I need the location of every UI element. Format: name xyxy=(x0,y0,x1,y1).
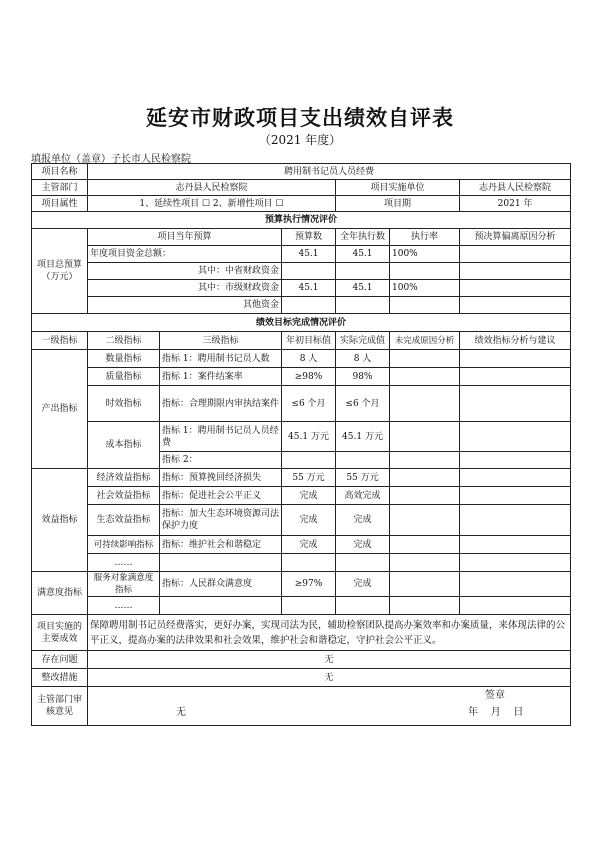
table-row xyxy=(32,554,571,572)
table-row xyxy=(32,180,571,196)
ellipsis-cell: …… xyxy=(88,597,160,615)
budget-row-label: 其中：市级财政资金 xyxy=(88,280,282,297)
indicator-reason xyxy=(390,350,460,368)
table-row xyxy=(32,615,571,651)
table-row xyxy=(32,469,571,487)
output-indicator-label: 产出指标 xyxy=(32,350,88,469)
budget-row-budget xyxy=(282,263,336,280)
indicator-actual: 完成 xyxy=(336,572,390,597)
outcome-text: 保障聘用制书记员经费落实，更好办案，实现司法为民，辅助检察团队提高办案效率和办案质量，来体现法律的公平正义，提高办案的法律效果和社会效果，维护社会和谐稳定，守护社会公平正义。 xyxy=(88,615,571,651)
indicator-l3 xyxy=(160,554,282,572)
budget-row-rate xyxy=(390,297,460,314)
table-row xyxy=(32,422,571,452)
indicator-l2: 服务对象满意度指标 xyxy=(88,572,160,597)
indicator-l2: 数量指标 xyxy=(88,350,160,368)
budget-row-rate: 100% xyxy=(390,280,460,297)
perf-col-advice: 绩效指标分析与建议 xyxy=(460,332,571,350)
indicator-advice xyxy=(460,386,571,422)
indicator-advice xyxy=(460,572,571,597)
indicator-target xyxy=(282,597,336,615)
indicator-advice xyxy=(460,536,571,554)
indicator-target xyxy=(282,554,336,572)
indicator-reason xyxy=(390,386,460,422)
indicator-l2: 可持续影响指标 xyxy=(88,536,160,554)
indicator-target: 45.1 万元 xyxy=(282,422,336,452)
dept-label: 主管部门 xyxy=(32,180,88,196)
indicator-target: ≤6 个月 xyxy=(282,386,336,422)
fix-value: 无 xyxy=(88,669,571,687)
indicator-actual xyxy=(336,597,390,615)
indicator-actual: 完成 xyxy=(336,536,390,554)
review-value: 无 xyxy=(176,707,186,718)
indicator-target: ≥97% xyxy=(282,572,336,597)
table-row xyxy=(32,505,571,536)
budget-row-budget: 45.1 xyxy=(282,246,336,263)
indicator-actual: ≤6 个月 xyxy=(336,386,390,422)
period-label: 项目期 xyxy=(336,196,460,212)
dept-value: 志丹县人民检察院 xyxy=(88,180,336,196)
budget-row-label: 年度项目资金总额： xyxy=(88,246,282,263)
indicator-reason xyxy=(390,572,460,597)
budget-col-annual: 项目当年预算 xyxy=(88,229,282,246)
budget-row-rate: 100% xyxy=(390,246,460,263)
indicator-reason xyxy=(390,422,460,452)
indicator-advice xyxy=(460,597,571,615)
table-row xyxy=(32,536,571,554)
table-row xyxy=(32,297,571,314)
table-row xyxy=(32,229,571,246)
indicator-target xyxy=(282,452,336,469)
table-row xyxy=(32,651,571,669)
sign-label: 签章 xyxy=(485,690,505,701)
indicator-target: 完成 xyxy=(282,487,336,505)
indicator-l3: 指标 1：聘用制书记员人数 xyxy=(160,350,282,368)
indicator-l3: 指标：促进社会公平正义 xyxy=(160,487,282,505)
page-title: 延安市财政项目支出绩效自评表 xyxy=(146,106,454,130)
perf-col-target: 年初目标值 xyxy=(282,332,336,350)
budget-row-dev xyxy=(460,263,571,280)
table-row xyxy=(32,386,571,422)
indicator-advice xyxy=(460,469,571,487)
table-row xyxy=(32,212,571,229)
reporting-unit: 填报单位（盖章）子长市人民检察院 xyxy=(31,154,191,165)
budget-row-exec: 45.1 xyxy=(336,246,390,263)
benefit-indicator-label: 效益指标 xyxy=(32,469,88,572)
table-row xyxy=(32,246,571,263)
project-name-label: 项目名称 xyxy=(32,164,88,180)
indicator-l2: 时效指标 xyxy=(88,386,160,422)
table-row xyxy=(32,350,571,368)
indicator-l2: 成本指标 xyxy=(88,422,160,469)
date-label: 年 月 日 xyxy=(468,707,524,718)
table-row xyxy=(32,487,571,505)
indicator-l2: 社会效益指标 xyxy=(88,487,160,505)
budget-col-exec: 全年执行数 xyxy=(336,229,390,246)
indicator-reason xyxy=(390,487,460,505)
indicator-reason xyxy=(390,597,460,615)
indicator-l3: 指标：合理期限内审执结案件 xyxy=(160,386,282,422)
table-row xyxy=(32,597,571,615)
attr-value: 1、延续性项目 ☐ 2、新增性项目 ☐ xyxy=(88,196,336,212)
indicator-advice xyxy=(460,452,571,469)
indicator-l3: 指标 2： xyxy=(160,452,282,469)
perf-col-l3: 三级指标 xyxy=(160,332,282,350)
indicator-l3: 指标 1：聘用制书记员人员经费 xyxy=(160,422,282,452)
budget-col-budget: 预算数 xyxy=(282,229,336,246)
indicator-l3: 指标：人民群众满意度 xyxy=(160,572,282,597)
indicator-actual: 8 人 xyxy=(336,350,390,368)
review-label: 主管部门审核意见 xyxy=(32,687,88,726)
budget-side-label: 项目总预算（万元） xyxy=(32,229,88,314)
indicator-target: ≥98% xyxy=(282,368,336,386)
indicator-reason xyxy=(390,554,460,572)
indicator-advice xyxy=(460,350,571,368)
perf-col-l1: 一级指标 xyxy=(32,332,88,350)
budget-row-dev xyxy=(460,280,571,297)
indicator-l3: 指标：维护社会和谐稳定 xyxy=(160,536,282,554)
indicator-l2: 经济效益指标 xyxy=(88,469,160,487)
budget-row-budget: 45.1 xyxy=(282,280,336,297)
budget-row-exec xyxy=(336,263,390,280)
indicator-reason xyxy=(390,368,460,386)
indicator-advice xyxy=(460,368,571,386)
budget-col-rate: 执行率 xyxy=(390,229,460,246)
indicator-reason xyxy=(390,505,460,536)
indicator-reason xyxy=(390,469,460,487)
indicator-actual: 完成 xyxy=(336,505,390,536)
budget-section-title: 预算执行情况评价 xyxy=(32,212,571,229)
period-value: 2021 年 xyxy=(460,196,571,212)
indicator-l3 xyxy=(160,597,282,615)
issues-label: 存在问题 xyxy=(32,651,88,669)
indicator-l3: 指标：预算挽回经济损失 xyxy=(160,469,282,487)
impl-label: 项目实施单位 xyxy=(336,180,460,196)
satisfaction-indicator-label: 满意度指标 xyxy=(32,572,88,615)
indicator-actual: 45.1 万元 xyxy=(336,422,390,452)
review-cell xyxy=(88,687,571,726)
perf-col-l2: 二级指标 xyxy=(88,332,160,350)
table-row xyxy=(32,332,571,350)
impl-value: 志丹县人民检察院 xyxy=(460,180,571,196)
perf-col-actual: 实际完成值 xyxy=(336,332,390,350)
self-evaluation-table xyxy=(31,163,571,726)
indicator-actual xyxy=(336,554,390,572)
budget-row-exec: 45.1 xyxy=(336,280,390,297)
table-row xyxy=(32,368,571,386)
fix-label: 整改措施 xyxy=(32,669,88,687)
indicator-actual xyxy=(336,452,390,469)
attr-label: 项目属性 xyxy=(32,196,88,212)
budget-row-budget xyxy=(282,297,336,314)
indicator-advice xyxy=(460,487,571,505)
table-row xyxy=(32,669,571,687)
budget-col-dev: 预决算偏离原因分析 xyxy=(460,229,571,246)
budget-row-dev xyxy=(460,246,571,263)
project-name: 聘用制书记员人员经费 xyxy=(88,164,571,180)
table-row xyxy=(32,280,571,297)
perf-section-title: 绩效目标完成情况评价 xyxy=(32,314,571,332)
indicator-reason xyxy=(390,536,460,554)
indicator-actual: 98% xyxy=(336,368,390,386)
indicator-target: 8 人 xyxy=(282,350,336,368)
indicator-l3: 指标 1：案件结案率 xyxy=(160,368,282,386)
indicator-actual: 55 万元 xyxy=(336,469,390,487)
indicator-reason xyxy=(390,452,460,469)
table-row xyxy=(32,687,571,726)
table-row xyxy=(32,196,571,212)
table-row xyxy=(32,314,571,332)
perf-col-reason: 未完成原因分析 xyxy=(390,332,460,350)
table-row xyxy=(32,164,571,180)
indicator-advice xyxy=(460,422,571,452)
indicator-target: 完成 xyxy=(282,505,336,536)
indicator-advice xyxy=(460,554,571,572)
indicator-target: 55 万元 xyxy=(282,469,336,487)
budget-row-rate xyxy=(390,263,460,280)
indicator-actual: 高效完成 xyxy=(336,487,390,505)
table-row xyxy=(32,572,571,597)
budget-row-label: 其中：中省财政资金 xyxy=(88,263,282,280)
budget-row-exec xyxy=(336,297,390,314)
report-year: （2021 年度） xyxy=(258,133,342,147)
budget-row-dev xyxy=(460,297,571,314)
indicator-target: 完成 xyxy=(282,536,336,554)
budget-row-label: 其他资金 xyxy=(88,297,282,314)
ellipsis-cell: …… xyxy=(88,554,160,572)
table-row xyxy=(32,263,571,280)
indicator-l2: 生态效益指标 xyxy=(88,505,160,536)
indicator-advice xyxy=(460,505,571,536)
issues-value: 无 xyxy=(88,651,571,669)
outcome-label: 项目实施的主要成效 xyxy=(32,615,88,651)
indicator-l2: 质量指标 xyxy=(88,368,160,386)
indicator-l3: 指标：加大生态环境资源司法保护力度 xyxy=(160,505,282,536)
